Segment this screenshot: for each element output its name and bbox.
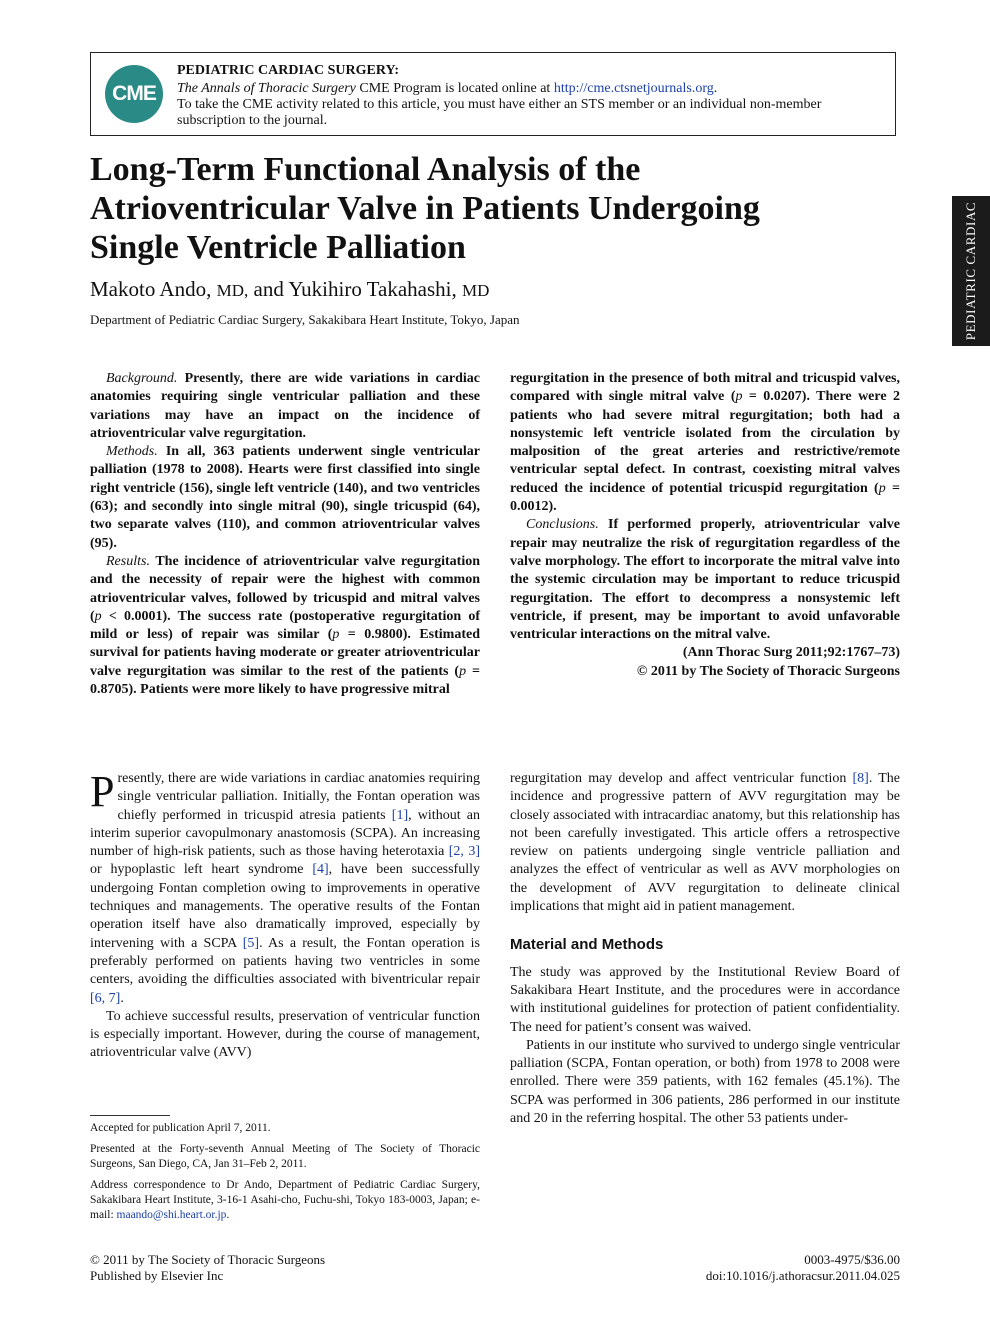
abstract-results: Results. The incidence of atrioventricular valve regurgitation and the necessity of repair were the highest with common atrioventricular valves, followed by tricuspid and mitral valves (p < 0.0001). The success rate (postoperative regurgitation of mild or less) of repair was similar (p = 0.9800). Estimated survival for patients having moderate or greater atrioventricular valve regurgitation was similar to the rest of the patients (p = 0.8705). Patients were more likely to have progressive mitral [90, 553, 480, 698]
cme-line1: The Annals of Thoracic Surgery CME Program is located online at http://cme.ctsnetjournals.org. [177, 81, 718, 96]
ref-link-8[interactable]: [8] [852, 771, 869, 786]
abstract-copyright: © 2011 by The Society of Thoracic Surgeons [636, 663, 900, 679]
ref-link-1[interactable]: [1] [391, 807, 409, 823]
authors-and: and [253, 277, 284, 301]
footer-doi: doi:10.1016/j.athoracsur.2011.04.025 [705, 1268, 900, 1283]
section-side-tab [952, 196, 990, 346]
abstract-citation: (Ann Thorac Surg 2011;92:1767–73) © 2011 by The Society of Thoracic Surgeons [636, 645, 900, 679]
ref-link-5[interactable]: [5] [242, 935, 260, 951]
abstract-results-cont: regurgitation in the presence of both mitral and tricuspid valves, compared with single mitral valve (p = 0.0207). There were 2 patients who had severe mitral regurgitation; both had a nonsystemic left ventricle isolated from the circulation by malposition of the great arteries and restrictive/remote ventricular septal defect. In contrast, coexisting mitral valves reduced the incidence of potential tricuspid regurgitation (p = 0.0012). [510, 371, 900, 515]
author-2-degree: MD [462, 281, 490, 300]
section-heading: Material and Methods [510, 936, 664, 954]
author-1-degree: MD, [216, 281, 249, 300]
cme-line2: To take the CME activity related to this article, you must have either an STS member or an individual non-member subscription to the journal. [177, 97, 822, 128]
footnote-rule [90, 1115, 170, 1116]
cme-text [177, 63, 877, 129]
author-2: Yukihiro Takahashi, [288, 277, 457, 301]
abstract-methods: Methods. In all, 363 patients underwent single ventricular palliation (1978 to 2008). Hearts were first classified into single right ventricle (156), single left ventricle (140), and two ventricles (63); and secondly into single mitral (90), single tricuspid (64), two separate valves (110), and common atrioventricular valves (95). [90, 444, 480, 551]
footnotes [90, 1121, 480, 1223]
ref-link-6-7[interactable]: [6, 7] [90, 990, 121, 1006]
affiliation: Department of Pediatric Cardiac Surgery, Sakakibara Heart Institute, Tokyo, Japan [90, 312, 520, 327]
abstract-right [510, 370, 900, 681]
side-tab-label: PEDIATRIC CARDIAC [963, 201, 978, 341]
ref-link-2-3[interactable]: [2, 3] [448, 844, 480, 860]
abstract-conclusions: Conclusions. If performed properly, atrioventricular valve repair may neutralize the risk of regurgitation regardless of the valve morphology. The effort to incorporate the mitral valve into the systemic circulation may be important to reduce tricuspid regurgitation. The effort to decompress a nonsystemic left ventricle, if present, may be important to avoid unfavorable ventricular interactions on the mitral valve. [510, 517, 900, 643]
article-title: Long-Term Functional Analysis of the Atrioventricular Valve in Patients Undergoing Single Ventricle Palliation [90, 151, 760, 266]
cme-box [90, 52, 896, 136]
footer-issn: 0003-4975/$36.00 [804, 1252, 900, 1267]
cme-journal: The Annals of Thoracic Surgery [177, 81, 356, 96]
abstract-left [90, 370, 480, 699]
footer-left [90, 1252, 325, 1284]
drop-cap: P [90, 767, 115, 816]
body-paragraph-5: Patients in our institute who survived to undergo single ventricular palliation (SCPA, Fontan operation, or both) from 1978 to 2008 were enrolled. There were 359 patients, with 162 females (45.1%). The SCPA was performed in 306 patients, 286 performed in our institute and 20 in the referring hospital. The other 53 patients under- [510, 1037, 900, 1127]
cme-line1-text: CME Program is located online at [355, 81, 554, 96]
email-link[interactable]: maando@shi.heart.or.jp [116, 1209, 227, 1221]
cme-heading: PEDIATRIC CARDIAC SURGERY: [177, 63, 399, 78]
ref-link-4[interactable]: [4] [312, 862, 329, 878]
footnote-address: Address correspondence to Dr Ando, Department of Pediatric Cardiac Surgery, Sakakibara Heart Institute, 3-16-1 Asahi-cho, Fuchu-shi, Tokyo 183-0003, Japan; e-mail: maando@shi.heart.or.jp. [90, 1179, 480, 1221]
cme-url-link[interactable]: http://cme.ctsnetjournals.org [553, 81, 714, 96]
footer-right [600, 1252, 900, 1284]
footer-copyright: © 2011 by The Society of Thoracic Surgeons [90, 1252, 326, 1267]
body-paragraph-4: The study was approved by the Institutional Review Board of Sakakibara Heart Institute, and the procedures were in accordance with institutional guidelines for protection of patient confidentiality. The need for patient’s consent was waived. [510, 964, 900, 1035]
abstract-background: Background. Presently, there are wide variations in cardiac anatomies requiring single ventricular palliation and these variations may have an impact on the incidence of atrioventricular valve regurgitation. [90, 371, 481, 441]
body-paragraph-1: Presently, there are wide variations in cardiac anatomies requiring single ventricular palliation. Initially, the Fontan operation was chiefly performed in tricuspid atresia patients [1], without an interim superior cavopulmonary anastomosis (SCPA). An increasing number of high-risk patients, such as those having heterotaxia [2, 3] or hypoplastic left heart syndrome [4], have been successfully undergoing Fontan completion owing to improvements in operative techniques and managements. The operative results of the Fontan operation itself have also dramatically improved, especially by intervening with a SCPA [5]. As a result, the Fontan operation is preferably performed on patients having two ventricles in some centers, avoiding the difficulties associated with biventricular repair [6, 7]. [90, 767, 480, 1006]
authors [90, 276, 489, 304]
cme-logo: CME [105, 65, 163, 123]
body-paragraph-2: To achieve successful results, preservation of ventricular function is especially important. However, during the course of management, atrioventricular valve (AVV) [90, 1008, 480, 1061]
body-right [510, 770, 900, 1128]
footnote-accepted: Accepted for publication April 7, 2011. [90, 1122, 271, 1134]
body-left [90, 767, 480, 1063]
body-paragraph-3: regurgitation may develop and affect ventricular function [8]. The incidence and progressive pattern of AVV regurgitation may be closely associated with intracardiac anatomy, but this relationship has not been carefully investigated. This article offers a retrospective review on patients undergoing single ventricle palliation and analyzes the effect of ventricular as well as AVV morphologies on the development of AVV regurgitation to delineate clinical implications that might aid in patient management. [510, 771, 900, 915]
footer-publisher: Published by Elsevier Inc [90, 1268, 224, 1283]
author-1: Makoto Ando, [90, 277, 212, 301]
footnote-presented: Presented at the Forty-seventh Annual Meeting of The Society of Thoracic Surgeons, San Diego, CA, Jan 31–Feb 2, 2011. [90, 1143, 480, 1170]
